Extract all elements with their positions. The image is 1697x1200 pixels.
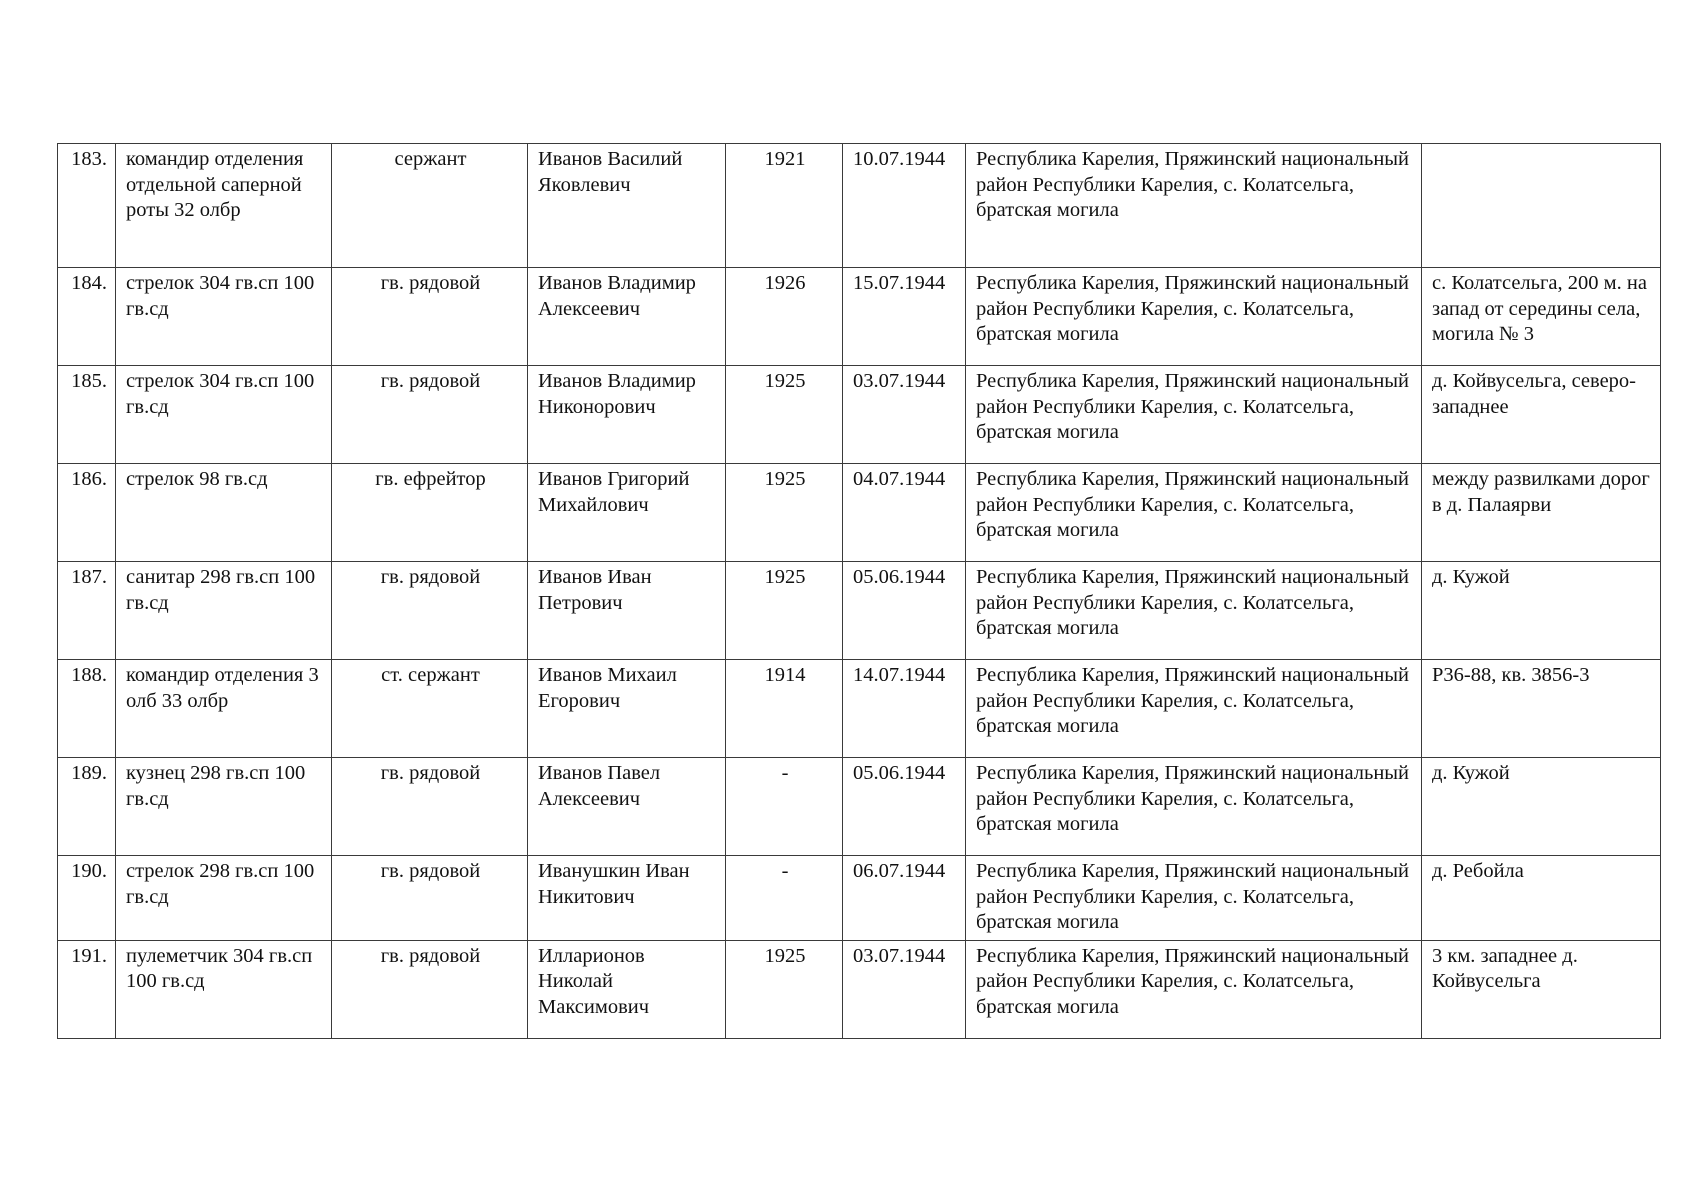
record-position: командир отделения отдельной саперной роты 32 олбр [116, 144, 332, 268]
record-position: стрелок 304 гв.сп 100 гв.сд [116, 268, 332, 366]
record-original-burial: Р36-88, кв. 3856-3 [1422, 660, 1661, 758]
record-original-burial: 3 км. западнее д. Койвусельга [1422, 940, 1661, 1038]
record-number: 191. [58, 940, 116, 1038]
record-original-burial: д. Кужой [1422, 562, 1661, 660]
record-death-date: 05.06.1944 [843, 758, 966, 856]
table-row [58, 940, 1661, 1038]
table-row [58, 268, 1661, 366]
record-birth-year: 1914 [726, 660, 843, 758]
record-rank: сержант [332, 144, 528, 268]
table-row [58, 562, 1661, 660]
record-original-burial: между развилками дорог в д. Палаярви [1422, 464, 1661, 562]
record-name: Иванов Иван Петрович [528, 562, 726, 660]
record-death-date: 05.06.1944 [843, 562, 966, 660]
record-name: Иванов Владимир Никонорович [528, 366, 726, 464]
record-burial-place: Республика Карелия, Пряжинский национальный район Республики Карелия, с. Колатсельга, братская могила [966, 464, 1422, 562]
record-burial-place: Республика Карелия, Пряжинский национальный район Республики Карелия, с. Колатсельга, братская могила [966, 940, 1422, 1038]
record-burial-place: Республика Карелия, Пряжинский национальный район Республики Карелия, с. Колатсельга, братская могила [966, 144, 1422, 268]
record-number: 183. [58, 144, 116, 268]
record-burial-place: Республика Карелия, Пряжинский национальный район Республики Карелия, с. Колатсельга, братская могила [966, 268, 1422, 366]
record-original-burial: д. Койвусельга, северо-западнее [1422, 366, 1661, 464]
record-death-date: 10.07.1944 [843, 144, 966, 268]
record-number: 189. [58, 758, 116, 856]
record-position: стрелок 304 гв.сп 100 гв.сд [116, 366, 332, 464]
record-rank: гв. рядовой [332, 940, 528, 1038]
record-death-date: 03.07.1944 [843, 366, 966, 464]
record-death-date: 14.07.1944 [843, 660, 966, 758]
record-burial-place: Республика Карелия, Пряжинский национальный район Республики Карелия, с. Колатсельга, братская могила [966, 660, 1422, 758]
record-position: санитар 298 гв.сп 100 гв.сд [116, 562, 332, 660]
record-number: 188. [58, 660, 116, 758]
record-birth-year: - [726, 856, 843, 941]
record-number: 187. [58, 562, 116, 660]
record-number: 184. [58, 268, 116, 366]
record-position: стрелок 298 гв.сп 100 гв.сд [116, 856, 332, 941]
record-number: 190. [58, 856, 116, 941]
record-rank: гв. рядовой [332, 856, 528, 941]
record-original-burial [1422, 144, 1661, 268]
record-birth-year: - [726, 758, 843, 856]
record-burial-place: Республика Карелия, Пряжинский национальный район Республики Карелия, с. Колатсельга, братская могила [966, 366, 1422, 464]
record-name: Иванушкин Иван Никитович [528, 856, 726, 941]
record-name: Иванов Михаил Егорович [528, 660, 726, 758]
table-row [58, 660, 1661, 758]
record-burial-place: Республика Карелия, Пряжинский национальный район Республики Карелия, с. Колатсельга, братская могила [966, 562, 1422, 660]
record-name: Илларионов Николай Максимович [528, 940, 726, 1038]
record-original-burial: д. Ребойла [1422, 856, 1661, 941]
record-birth-year: 1925 [726, 940, 843, 1038]
record-name: Иванов Павел Алексеевич [528, 758, 726, 856]
record-death-date: 04.07.1944 [843, 464, 966, 562]
record-position: командир отделения 3 олб 33 олбр [116, 660, 332, 758]
record-name: Иванов Григорий Михайлович [528, 464, 726, 562]
record-birth-year: 1921 [726, 144, 843, 268]
record-original-burial: д. Кужой [1422, 758, 1661, 856]
record-number: 186. [58, 464, 116, 562]
record-rank: гв. ефрейтор [332, 464, 528, 562]
record-rank: ст. сержант [332, 660, 528, 758]
burial-roster-table [57, 143, 1661, 1039]
record-rank: гв. рядовой [332, 562, 528, 660]
record-position: пулеметчик 304 гв.сп 100 гв.сд [116, 940, 332, 1038]
record-original-burial: с. Колатсельга, 200 м. на запад от середины села, могила № 3 [1422, 268, 1661, 366]
record-rank: гв. рядовой [332, 758, 528, 856]
record-position: стрелок 98 гв.сд [116, 464, 332, 562]
record-rank: гв. рядовой [332, 366, 528, 464]
record-number: 185. [58, 366, 116, 464]
record-death-date: 15.07.1944 [843, 268, 966, 366]
table-row [58, 856, 1661, 941]
record-birth-year: 1926 [726, 268, 843, 366]
record-birth-year: 1925 [726, 562, 843, 660]
table-row [58, 144, 1661, 268]
record-death-date: 03.07.1944 [843, 940, 966, 1038]
record-burial-place: Республика Карелия, Пряжинский национальный район Республики Карелия, с. Колатсельга, братская могила [966, 856, 1422, 941]
record-burial-place: Республика Карелия, Пряжинский национальный район Республики Карелия, с. Колатсельга, братская могила [966, 758, 1422, 856]
record-name: Иванов Василий Яковлевич [528, 144, 726, 268]
record-death-date: 06.07.1944 [843, 856, 966, 941]
record-birth-year: 1925 [726, 464, 843, 562]
record-rank: гв. рядовой [332, 268, 528, 366]
record-name: Иванов Владимир Алексеевич [528, 268, 726, 366]
table-row [58, 366, 1661, 464]
record-position: кузнец 298 гв.сп 100 гв.сд [116, 758, 332, 856]
table-row [58, 464, 1661, 562]
record-birth-year: 1925 [726, 366, 843, 464]
table-row [58, 758, 1661, 856]
